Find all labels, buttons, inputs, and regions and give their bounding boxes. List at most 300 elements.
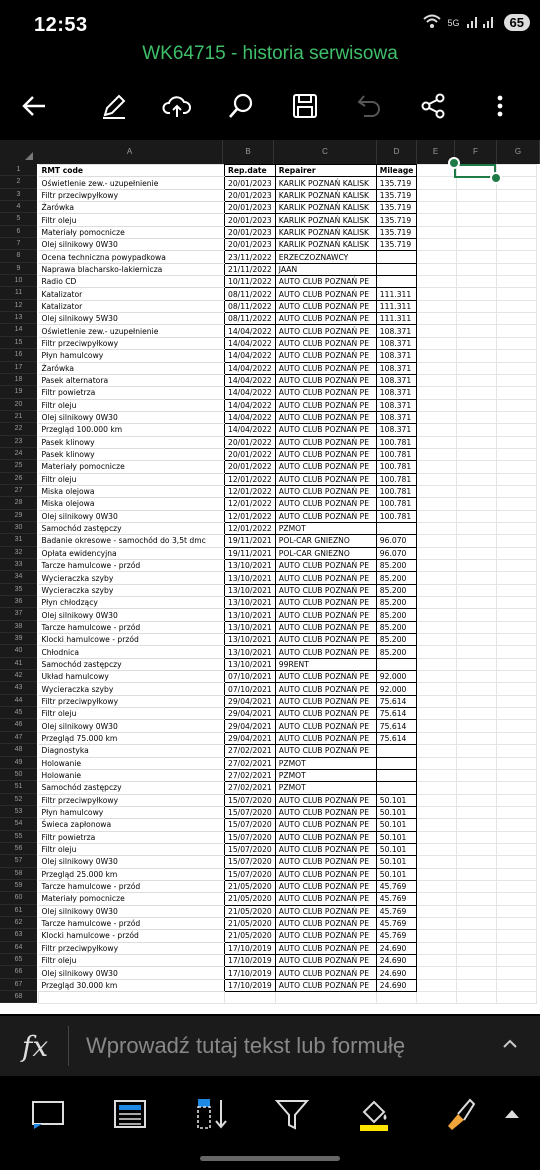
row-header[interactable]: 40 — [0, 645, 37, 657]
table-cell[interactable]: 20/01/2023 — [225, 214, 276, 226]
table-cell[interactable]: PZMOT — [275, 522, 376, 534]
table-cell[interactable] — [497, 671, 537, 683]
row-header[interactable]: 49 — [0, 757, 37, 769]
table-cell[interactable]: Olej silnikowy 0W30 — [39, 510, 225, 522]
table-cell[interactable]: PZMOT — [275, 757, 376, 769]
table-cell[interactable] — [417, 695, 457, 707]
table-cell[interactable]: Holowanie — [39, 757, 225, 769]
table-cell[interactable]: 96.070 — [376, 535, 417, 547]
table-cell[interactable]: AUTO CLUB POZNAŃ PE — [275, 337, 376, 349]
table-cell[interactable]: AUTO CLUB POZNAŃ PE — [275, 473, 376, 485]
table-cell[interactable] — [417, 362, 457, 374]
table-cell[interactable] — [457, 992, 497, 1004]
table-cell[interactable]: Miska olejowa — [39, 485, 225, 497]
table-cell[interactable] — [417, 955, 457, 967]
table-cell[interactable] — [275, 992, 376, 1004]
table-cell[interactable]: 24.690 — [376, 955, 417, 967]
table-cell[interactable]: KARLIK POZNAŃ KALISK — [275, 214, 376, 226]
filter-icon[interactable] — [270, 1092, 314, 1136]
table-cell[interactable]: KARLIK POZNAŃ KALISK — [275, 239, 376, 251]
table-cell[interactable] — [417, 942, 457, 954]
row-header[interactable]: 62 — [0, 917, 37, 929]
table-cell[interactable] — [376, 263, 417, 275]
column-header-b[interactable]: B — [223, 140, 274, 164]
row-header[interactable]: 63 — [0, 929, 37, 941]
table-cell[interactable] — [497, 510, 537, 522]
table-cell[interactable] — [417, 547, 457, 559]
table-cell[interactable] — [457, 955, 497, 967]
table-cell[interactable] — [457, 720, 497, 732]
table-cell[interactable]: 135.719 — [376, 226, 417, 238]
table-cell[interactable] — [497, 695, 537, 707]
table-cell[interactable]: AUTO CLUB POZNAŃ PE — [275, 819, 376, 831]
table-cell[interactable]: POL-CAR GNIEZNO — [275, 535, 376, 547]
table-cell[interactable] — [457, 535, 497, 547]
table-cell[interactable] — [417, 843, 457, 855]
table-cell[interactable] — [417, 399, 457, 411]
table-cell[interactable]: 50.101 — [376, 843, 417, 855]
table-cell[interactable] — [457, 967, 497, 979]
table-cell[interactable]: Pasek klinowy — [39, 448, 225, 460]
table-cell[interactable]: 108.371 — [376, 350, 417, 362]
table-cell[interactable]: AUTO CLUB POZNAŃ PE — [275, 350, 376, 362]
table-cell[interactable] — [417, 387, 457, 399]
table-cell[interactable]: AUTO CLUB POZNAŃ PE — [275, 671, 376, 683]
table-cell[interactable]: Olej silnikowy 5W30 — [39, 313, 225, 325]
table-cell[interactable]: AUTO CLUB POZNAŃ PE — [275, 621, 376, 633]
row-header[interactable]: 2 — [0, 176, 37, 188]
table-cell[interactable]: 20/01/2023 — [225, 202, 276, 214]
table-cell[interactable] — [417, 448, 457, 460]
table-cell[interactable]: 17/10/2019 — [225, 942, 276, 954]
spreadsheet-grid[interactable] — [0, 140, 540, 1014]
table-cell[interactable] — [457, 498, 497, 510]
table-cell[interactable]: 17/10/2019 — [225, 955, 276, 967]
table-cell[interactable]: AUTO CLUB POZNAŃ PE — [275, 461, 376, 473]
select-all-corner[interactable] — [0, 140, 37, 164]
table-cell[interactable]: 14/04/2022 — [225, 411, 276, 423]
table-cell[interactable]: AUTO CLUB POZNAŃ PE — [275, 930, 376, 942]
row-header[interactable]: 36 — [0, 596, 37, 608]
table-cell[interactable] — [457, 782, 497, 794]
table-cell[interactable] — [457, 856, 497, 868]
table-cell[interactable]: AUTO CLUB POZNAŃ PE — [275, 411, 376, 423]
row-header[interactable]: 55 — [0, 831, 37, 843]
table-cell[interactable] — [457, 189, 497, 201]
table-cell[interactable]: AUTO CLUB POZNAŃ PE — [275, 597, 376, 609]
table-cell[interactable]: 14/04/2022 — [225, 362, 276, 374]
row-header[interactable]: 11 — [0, 287, 37, 299]
row-header[interactable]: 14 — [0, 324, 37, 336]
table-cell[interactable] — [417, 337, 457, 349]
table-cell[interactable] — [497, 560, 537, 572]
table-cell[interactable] — [497, 967, 537, 979]
table-cell[interactable] — [417, 893, 457, 905]
row-header[interactable]: 28 — [0, 497, 37, 509]
table-cell[interactable]: Filtr oleju — [39, 708, 225, 720]
cloud-upload-icon[interactable] — [157, 86, 197, 126]
table-cell[interactable]: Samochód zastępczy — [39, 522, 225, 534]
row-header[interactable]: 15 — [0, 337, 37, 349]
table-cell[interactable] — [417, 461, 457, 473]
table-icon[interactable] — [108, 1092, 152, 1136]
row-header[interactable]: 33 — [0, 559, 37, 571]
table-cell[interactable]: 50.101 — [376, 831, 417, 843]
table-cell[interactable]: AUTO CLUB POZNAŃ PE — [275, 794, 376, 806]
table-cell[interactable] — [497, 522, 537, 534]
table-cell[interactable]: AUTO CLUB POZNAŃ PE — [275, 683, 376, 695]
table-cell[interactable]: 20/01/2022 — [225, 461, 276, 473]
table-cell[interactable] — [417, 584, 457, 596]
table-cell[interactable]: 13/10/2021 — [225, 658, 276, 670]
table-cell[interactable] — [497, 313, 537, 325]
table-cell[interactable]: 17/10/2019 — [225, 979, 276, 991]
table-cell[interactable]: AUTO CLUB POZNAŃ PE — [275, 387, 376, 399]
table-cell[interactable]: 27/02/2021 — [225, 745, 276, 757]
table-cell[interactable]: Tarcze hamulcowe - przód — [39, 880, 225, 892]
row-header[interactable]: 1 — [0, 164, 37, 176]
table-cell[interactable] — [417, 522, 457, 534]
row-header[interactable]: 54 — [0, 818, 37, 830]
table-cell[interactable]: 20/01/2023 — [225, 189, 276, 201]
table-cell[interactable] — [497, 276, 537, 288]
table-cell[interactable]: 21/11/2022 — [225, 263, 276, 275]
table-cell[interactable] — [457, 202, 497, 214]
table-cell[interactable]: 12/01/2022 — [225, 498, 276, 510]
table-cell[interactable]: Katalizator — [39, 300, 225, 312]
table-cell[interactable]: 108.371 — [376, 399, 417, 411]
table-cell[interactable] — [497, 498, 537, 510]
table-cell[interactable]: Przegląd 25.000 km — [39, 868, 225, 880]
table-cell[interactable]: 13/10/2021 — [225, 584, 276, 596]
table-cell[interactable] — [457, 337, 497, 349]
table-cell[interactable] — [417, 917, 457, 929]
table-cell[interactable] — [497, 473, 537, 485]
table-cell[interactable]: 45.769 — [376, 880, 417, 892]
table-cell[interactable]: 21/05/2020 — [225, 917, 276, 929]
table-cell[interactable]: AUTO CLUB POZNAŃ PE — [275, 448, 376, 460]
table-cell[interactable] — [417, 572, 457, 584]
table-cell[interactable] — [417, 424, 457, 436]
table-cell[interactable] — [457, 868, 497, 880]
row-header[interactable]: 60 — [0, 892, 37, 904]
table-cell[interactable]: 50.101 — [376, 819, 417, 831]
table-cell[interactable] — [417, 239, 457, 251]
table-cell[interactable] — [457, 634, 497, 646]
column-header-f[interactable]: F — [455, 140, 497, 164]
table-cell[interactable] — [457, 399, 497, 411]
table-cell[interactable]: Filtr powietrza — [39, 831, 225, 843]
table-cell[interactable] — [457, 362, 497, 374]
table-cell[interactable]: 75.614 — [376, 695, 417, 707]
table-cell[interactable] — [457, 448, 497, 460]
table-cell[interactable]: Materiały pomocnicze — [39, 226, 225, 238]
table-cell[interactable] — [497, 992, 537, 1004]
table-cell[interactable]: Pasek alternatora — [39, 374, 225, 386]
table-cell[interactable]: 100.781 — [376, 473, 417, 485]
table-cell[interactable] — [457, 251, 497, 263]
table-cell[interactable]: 99RENT — [275, 658, 376, 670]
table-cell[interactable] — [497, 387, 537, 399]
table-cell[interactable]: 45.769 — [376, 917, 417, 929]
row-header[interactable]: 68 — [0, 991, 37, 1003]
chevron-up-icon[interactable] — [502, 1034, 518, 1055]
table-cell[interactable] — [457, 658, 497, 670]
table-cell[interactable]: 15/07/2020 — [225, 843, 276, 855]
table-cell[interactable]: 20/01/2023 — [225, 177, 276, 189]
table-cell[interactable]: 100.781 — [376, 498, 417, 510]
table-cell[interactable] — [497, 399, 537, 411]
table-cell[interactable]: AUTO CLUB POZNAŃ PE — [275, 880, 376, 892]
selection-handle-end[interactable] — [490, 172, 502, 184]
table-cell[interactable]: Oświetlenie zew.- uzupełnienie — [39, 325, 225, 337]
table-cell[interactable] — [417, 979, 457, 991]
table-cell[interactable]: Filtr przeciwpyłkowy — [39, 794, 225, 806]
table-cell[interactable]: 100.781 — [376, 436, 417, 448]
table-cell[interactable]: AUTO CLUB POZNAŃ PE — [275, 300, 376, 312]
table-cell[interactable]: 111.311 — [376, 288, 417, 300]
table-cell[interactable]: 27/02/2021 — [225, 782, 276, 794]
table-cell[interactable] — [376, 658, 417, 670]
table-cell[interactable] — [457, 843, 497, 855]
back-arrow-icon[interactable] — [14, 86, 54, 126]
table-cell[interactable]: 08/11/2022 — [225, 300, 276, 312]
table-cell[interactable]: AUTO CLUB POZNAŃ PE — [275, 288, 376, 300]
table-cell[interactable] — [457, 942, 497, 954]
table-cell[interactable]: 96.070 — [376, 547, 417, 559]
row-header[interactable]: 18 — [0, 374, 37, 386]
table-cell[interactable] — [497, 806, 537, 818]
table-cell[interactable]: 85.200 — [376, 609, 417, 621]
table-cell[interactable] — [497, 843, 537, 855]
table-cell[interactable]: Wycieraczka szyby — [39, 683, 225, 695]
table-cell[interactable] — [417, 436, 457, 448]
table-cell[interactable] — [376, 992, 417, 1004]
table-cell[interactable]: Oświetlenie zew.- uzupełnienie — [39, 177, 225, 189]
more-vertical-icon[interactable] — [480, 86, 520, 126]
table-cell[interactable] — [417, 214, 457, 226]
table-cell[interactable]: 21/05/2020 — [225, 930, 276, 942]
table-cell[interactable]: Filtr oleju — [39, 214, 225, 226]
table-cell[interactable] — [417, 300, 457, 312]
table-cell[interactable] — [457, 806, 497, 818]
table-cell[interactable] — [417, 782, 457, 794]
table-cell[interactable]: Tarcze hamulcowe - przód — [39, 621, 225, 633]
table-cell[interactable]: AUTO CLUB POZNAŃ PE — [275, 831, 376, 843]
table-cell[interactable] — [417, 485, 457, 497]
table-cell[interactable]: POL-CAR GNIEZNO — [275, 547, 376, 559]
table-cell[interactable] — [417, 634, 457, 646]
table-cell[interactable]: 24.690 — [376, 942, 417, 954]
table-cell[interactable]: JAAN — [275, 263, 376, 275]
table-cell[interactable]: 108.371 — [376, 387, 417, 399]
table-cell[interactable] — [457, 411, 497, 423]
table-cell[interactable] — [457, 683, 497, 695]
row-header[interactable]: 48 — [0, 744, 37, 756]
table-cell[interactable]: Ocena techniczna powypadkowa — [39, 251, 225, 263]
table-cell[interactable]: AUTO CLUB POZNAŃ PE — [275, 942, 376, 954]
table-cell[interactable]: 135.719 — [376, 214, 417, 226]
table-cell[interactable] — [417, 350, 457, 362]
table-cell[interactable]: Katalizator — [39, 288, 225, 300]
table-cell[interactable]: AUTO CLUB POZNAŃ PE — [275, 806, 376, 818]
table-cell[interactable]: AUTO CLUB POZNAŃ PE — [275, 498, 376, 510]
table-cell[interactable] — [457, 374, 497, 386]
table-cell[interactable] — [457, 560, 497, 572]
table-cell[interactable]: 135.719 — [376, 239, 417, 251]
table-cell[interactable] — [457, 263, 497, 275]
table-cell[interactable] — [497, 165, 537, 177]
table-cell[interactable] — [497, 547, 537, 559]
table-cell[interactable] — [497, 448, 537, 460]
table-cell[interactable]: AUTO CLUB POZNAŃ PE — [275, 313, 376, 325]
table-cell[interactable]: AUTO CLUB POZNAŃ PE — [275, 584, 376, 596]
table-cell[interactable] — [457, 547, 497, 559]
table-cell[interactable] — [417, 930, 457, 942]
table-cell[interactable] — [497, 411, 537, 423]
table-cell[interactable]: Filtr oleju — [39, 399, 225, 411]
table-cell[interactable] — [417, 263, 457, 275]
row-header[interactable]: 53 — [0, 806, 37, 818]
table-cell[interactable]: Samochód zastępczy — [39, 658, 225, 670]
table-cell[interactable] — [497, 683, 537, 695]
table-cell[interactable]: 14/04/2022 — [225, 399, 276, 411]
row-header[interactable]: 30 — [0, 522, 37, 534]
table-cell[interactable] — [457, 819, 497, 831]
table-cell[interactable]: Wycieraczka szyby — [39, 572, 225, 584]
table-cell[interactable] — [497, 621, 537, 633]
table-cell[interactable]: Filtr przeciwpyłkowy — [39, 189, 225, 201]
table-cell[interactable]: 29/04/2021 — [225, 695, 276, 707]
table-cell[interactable]: AUTO CLUB POZNAŃ PE — [275, 436, 376, 448]
table-cell[interactable]: Klocki hamulcowe - przód — [39, 930, 225, 942]
table-cell[interactable] — [497, 732, 537, 744]
table-cell[interactable] — [497, 424, 537, 436]
table-cell[interactable]: AUTO CLUB POZNAŃ PE — [275, 732, 376, 744]
table-cell[interactable]: Tarcze hamulcowe - przód — [39, 560, 225, 572]
table-cell[interactable] — [39, 992, 225, 1004]
table-cell[interactable]: Filtr przeciwpyłkowy — [39, 695, 225, 707]
column-header-g[interactable]: G — [497, 140, 540, 164]
table-cell[interactable]: 08/11/2022 — [225, 313, 276, 325]
table-cell[interactable]: Układ hamulcowy — [39, 671, 225, 683]
table-cell[interactable]: AUTO CLUB POZNAŃ PE — [275, 362, 376, 374]
row-header[interactable]: 7 — [0, 238, 37, 250]
table-cell[interactable]: 50.101 — [376, 856, 417, 868]
table-cell[interactable] — [417, 609, 457, 621]
table-cell[interactable]: 23/11/2022 — [225, 251, 276, 263]
table-cell[interactable] — [497, 485, 537, 497]
table-cell[interactable] — [457, 226, 497, 238]
table-cell[interactable] — [497, 769, 537, 781]
table-cell[interactable]: 85.200 — [376, 634, 417, 646]
table-cell[interactable]: 12/01/2022 — [225, 485, 276, 497]
search-icon[interactable] — [221, 86, 261, 126]
table-cell[interactable] — [417, 708, 457, 720]
table-cell[interactable] — [457, 387, 497, 399]
row-header[interactable]: 10 — [0, 275, 37, 287]
row-header[interactable]: 67 — [0, 979, 37, 991]
table-cell[interactable] — [417, 177, 457, 189]
table-cell[interactable]: AUTO CLUB POZNAŃ PE — [275, 917, 376, 929]
table-cell[interactable]: AUTO CLUB POZNAŃ PE — [275, 510, 376, 522]
table-cell[interactable] — [457, 436, 497, 448]
table-cell[interactable] — [457, 597, 497, 609]
row-header[interactable]: 29 — [0, 510, 37, 522]
table-cell[interactable] — [417, 646, 457, 658]
table-cell[interactable]: KARLIK POZNAŃ KALISK — [275, 189, 376, 201]
table-cell[interactable] — [457, 880, 497, 892]
table-cell[interactable]: Olej silnikowy 0W30 — [39, 967, 225, 979]
table-cell[interactable]: 85.200 — [376, 572, 417, 584]
table-cell[interactable]: 24.690 — [376, 967, 417, 979]
table-cell[interactable]: Pasek klinowy — [39, 436, 225, 448]
table-cell[interactable] — [417, 621, 457, 633]
table-cell[interactable]: Olej silnikowy 0W30 — [39, 239, 225, 251]
table-cell[interactable] — [417, 905, 457, 917]
table-cell[interactable]: 108.371 — [376, 362, 417, 374]
table-cell[interactable]: Filtr oleju — [39, 473, 225, 485]
row-header[interactable]: 23 — [0, 436, 37, 448]
table-cell[interactable]: Repairer — [275, 165, 376, 177]
table-cell[interactable]: AUTO CLUB POZNAŃ PE — [275, 893, 376, 905]
table-cell[interactable]: 15/07/2020 — [225, 868, 276, 880]
table-cell[interactable] — [417, 967, 457, 979]
table-cell[interactable]: AUTO CLUB POZNAŃ PE — [275, 955, 376, 967]
column-header-e[interactable]: E — [417, 140, 455, 164]
table-cell[interactable] — [417, 226, 457, 238]
table-cell[interactable]: AUTO CLUB POZNAŃ PE — [275, 856, 376, 868]
table-cell[interactable]: 13/10/2021 — [225, 634, 276, 646]
table-cell[interactable] — [497, 942, 537, 954]
table-cell[interactable] — [497, 461, 537, 473]
format-painter-icon[interactable] — [436, 1092, 480, 1136]
table-cell[interactable]: 10/11/2022 — [225, 276, 276, 288]
table-cell[interactable]: 20/01/2023 — [225, 239, 276, 251]
row-header[interactable]: 43 — [0, 682, 37, 694]
row-header[interactable]: 65 — [0, 954, 37, 966]
table-cell[interactable] — [417, 473, 457, 485]
table-cell[interactable]: Opłata ewidencyjna — [39, 547, 225, 559]
table-cell[interactable]: Holowanie — [39, 769, 225, 781]
table-cell[interactable] — [457, 708, 497, 720]
row-header[interactable]: 22 — [0, 423, 37, 435]
table-cell[interactable]: Płyn chłodzący — [39, 597, 225, 609]
table-cell[interactable]: 20/01/2023 — [225, 226, 276, 238]
table-cell[interactable]: 135.719 — [376, 189, 417, 201]
row-header[interactable]: 4 — [0, 201, 37, 213]
table-cell[interactable]: 29/04/2021 — [225, 708, 276, 720]
row-header[interactable]: 34 — [0, 571, 37, 583]
table-cell[interactable] — [497, 930, 537, 942]
row-header[interactable]: 24 — [0, 448, 37, 460]
table-cell[interactable] — [417, 597, 457, 609]
table-cell[interactable]: Żarówka — [39, 202, 225, 214]
table-cell[interactable]: 108.371 — [376, 424, 417, 436]
table-cell[interactable]: 92.000 — [376, 683, 417, 695]
row-header[interactable]: 59 — [0, 880, 37, 892]
table-cell[interactable]: AUTO CLUB POZNAŃ PE — [275, 720, 376, 732]
table-cell[interactable]: 29/04/2021 — [225, 720, 276, 732]
table-cell[interactable] — [497, 288, 537, 300]
column-header-a[interactable]: A — [37, 140, 223, 164]
table-cell[interactable] — [457, 757, 497, 769]
table-cell[interactable]: 45.769 — [376, 930, 417, 942]
table-cell[interactable]: 27/02/2021 — [225, 769, 276, 781]
row-header[interactable]: 42 — [0, 670, 37, 682]
table-cell[interactable]: Olej silnikowy 0W30 — [39, 856, 225, 868]
table-cell[interactable] — [457, 671, 497, 683]
